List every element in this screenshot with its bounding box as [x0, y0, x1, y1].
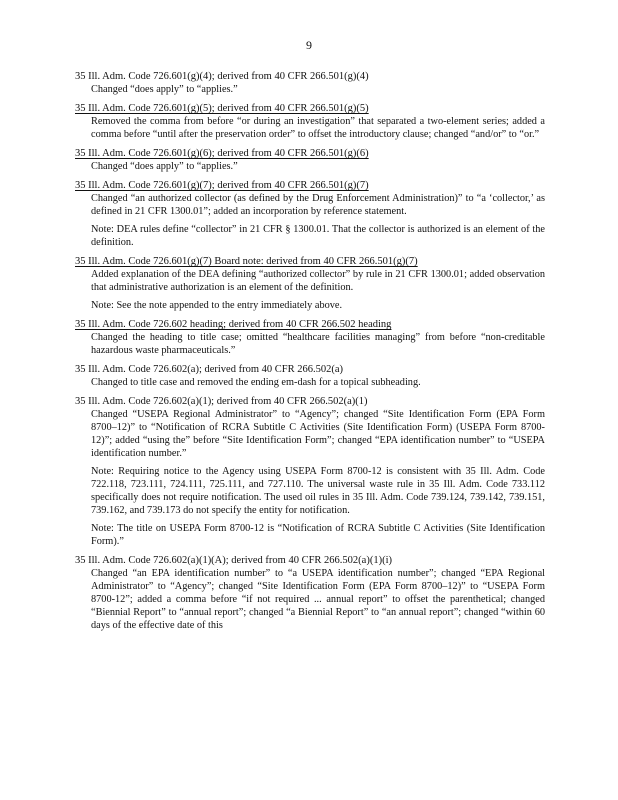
- entry-body: Removed the comma from before “or during an investigation” that separated a two-element series; added a comma before “until after the preservation order” to offset the introductory clause; changed “and/or” to “or.”: [91, 116, 545, 140]
- entry: [75, 102, 545, 141]
- entry-heading: 35 Ill. Adm. Code 726.601(g)(7); derived from 40 CFR 266.501(g)(7): [75, 180, 369, 191]
- entry: [75, 70, 545, 96]
- entry-body: Changed “USEPA Regional Administrator” to “Agency”; changed “Site Identification Form (EPA Form 8700–12)” to “Notification of RCRA Subtitle C Activities (Site Identification Form) (USEPA Form 8700-12)”; added “using the” before “Site Identification Form”; changed “EPA identification number” to “USEPA identification number.”: [91, 409, 545, 459]
- entry-body: Changed “does apply” to “applies.”: [91, 161, 238, 172]
- entry: [75, 363, 545, 389]
- entry-body: Changed “an authorized collector (as defined by the Drug Enforcement Administration)” to “a ‘collector,’ as defined in 21 CFR 1300.01”; added an incorporation by reference statement.: [91, 193, 545, 217]
- entry-heading: 35 Ill. Adm. Code 726.602(a)(1); derived from 40 CFR 266.502(a)(1): [75, 396, 368, 407]
- entry-heading: 35 Ill. Adm. Code 726.601(g)(6); derived from 40 CFR 266.501(g)(6): [75, 148, 369, 159]
- entry-body: Changed to title case and removed the ending em-dash for a topical subheading.: [91, 377, 421, 388]
- entry-body: Changed “does apply” to “applies.”: [91, 84, 238, 95]
- entries-list: [75, 70, 545, 638]
- entry: [75, 554, 545, 632]
- entry-body: Added explanation of the DEA defining “authorized collector” by rule in 21 CFR 1300.01; added observation that administrative authorization is an element of the definition.: [91, 269, 545, 293]
- entry-heading: 35 Ill. Adm. Code 726.601(g)(5); derived from 40 CFR 266.501(g)(5): [75, 103, 369, 114]
- entry-note: Note: Requiring notice to the Agency using USEPA Form 8700-12 is consistent with 35 Ill. Adm. Code 722.118, 723.111, 724.111, 725.111, and 727.110. The universal waste rule in 35 Ill. Adm. Code 733.112 specifically does not require notification. The used oil rules in 35 Ill. Adm. Code 739.124, 739.142, 739.151, 739.162, and 739.173 do not specify the entity for notification.: [91, 466, 545, 516]
- entry-heading: 35 Ill. Adm. Code 726.601(g)(4); derived from 40 CFR 266.501(g)(4): [75, 71, 369, 82]
- entry-body: Changed the heading to title case; omitted “healthcare facilities managing” from before “non-creditable hazardous waste pharmaceuticals.”: [91, 332, 545, 356]
- entry: [75, 395, 545, 548]
- entry-heading: 35 Ill. Adm. Code 726.602(a); derived from 40 CFR 266.502(a): [75, 364, 344, 375]
- entry: [75, 255, 545, 312]
- entry-body: Changed “an EPA identification number” to “a USEPA identification number”; changed “EPA Regional Administrator” to “Agency”; changed “Site Identification Form (EPA Form 8700–12)” to “USEPA Form 8700-12”; added a comma before “if not required ... annual report” to offset the parenthetical; changed “Biennial Report” to “annual report”; changed “a Biennial Report” to “an annual report”; changed “within 60 days of the effective date of this: [91, 568, 545, 631]
- entry-heading: 35 Ill. Adm. Code 726.601(g)(7) Board note: derived from 40 CFR 266.501(g)(7): [75, 256, 418, 267]
- entry: [75, 318, 545, 357]
- entry: [75, 147, 545, 173]
- page-number: 9: [306, 38, 312, 52]
- entry-note: Note: DEA rules define “collector” in 21 CFR § 1300.01. That the collector is authorized is an element of the definition.: [91, 224, 545, 248]
- entry: [75, 179, 545, 249]
- entry-heading: 35 Ill. Adm. Code 726.602(a)(1)(A); derived from 40 CFR 266.502(a)(1)(i): [75, 555, 392, 566]
- entry-note: Note: See the note appended to the entry immediately above.: [91, 300, 343, 311]
- entry-note: Note: The title on USEPA Form 8700-12 is “Notification of RCRA Subtitle C Activities (Site Identification Form).”: [91, 523, 545, 547]
- entry-heading: 35 Ill. Adm. Code 726.602 heading; derived from 40 CFR 266.502 heading: [75, 319, 392, 330]
